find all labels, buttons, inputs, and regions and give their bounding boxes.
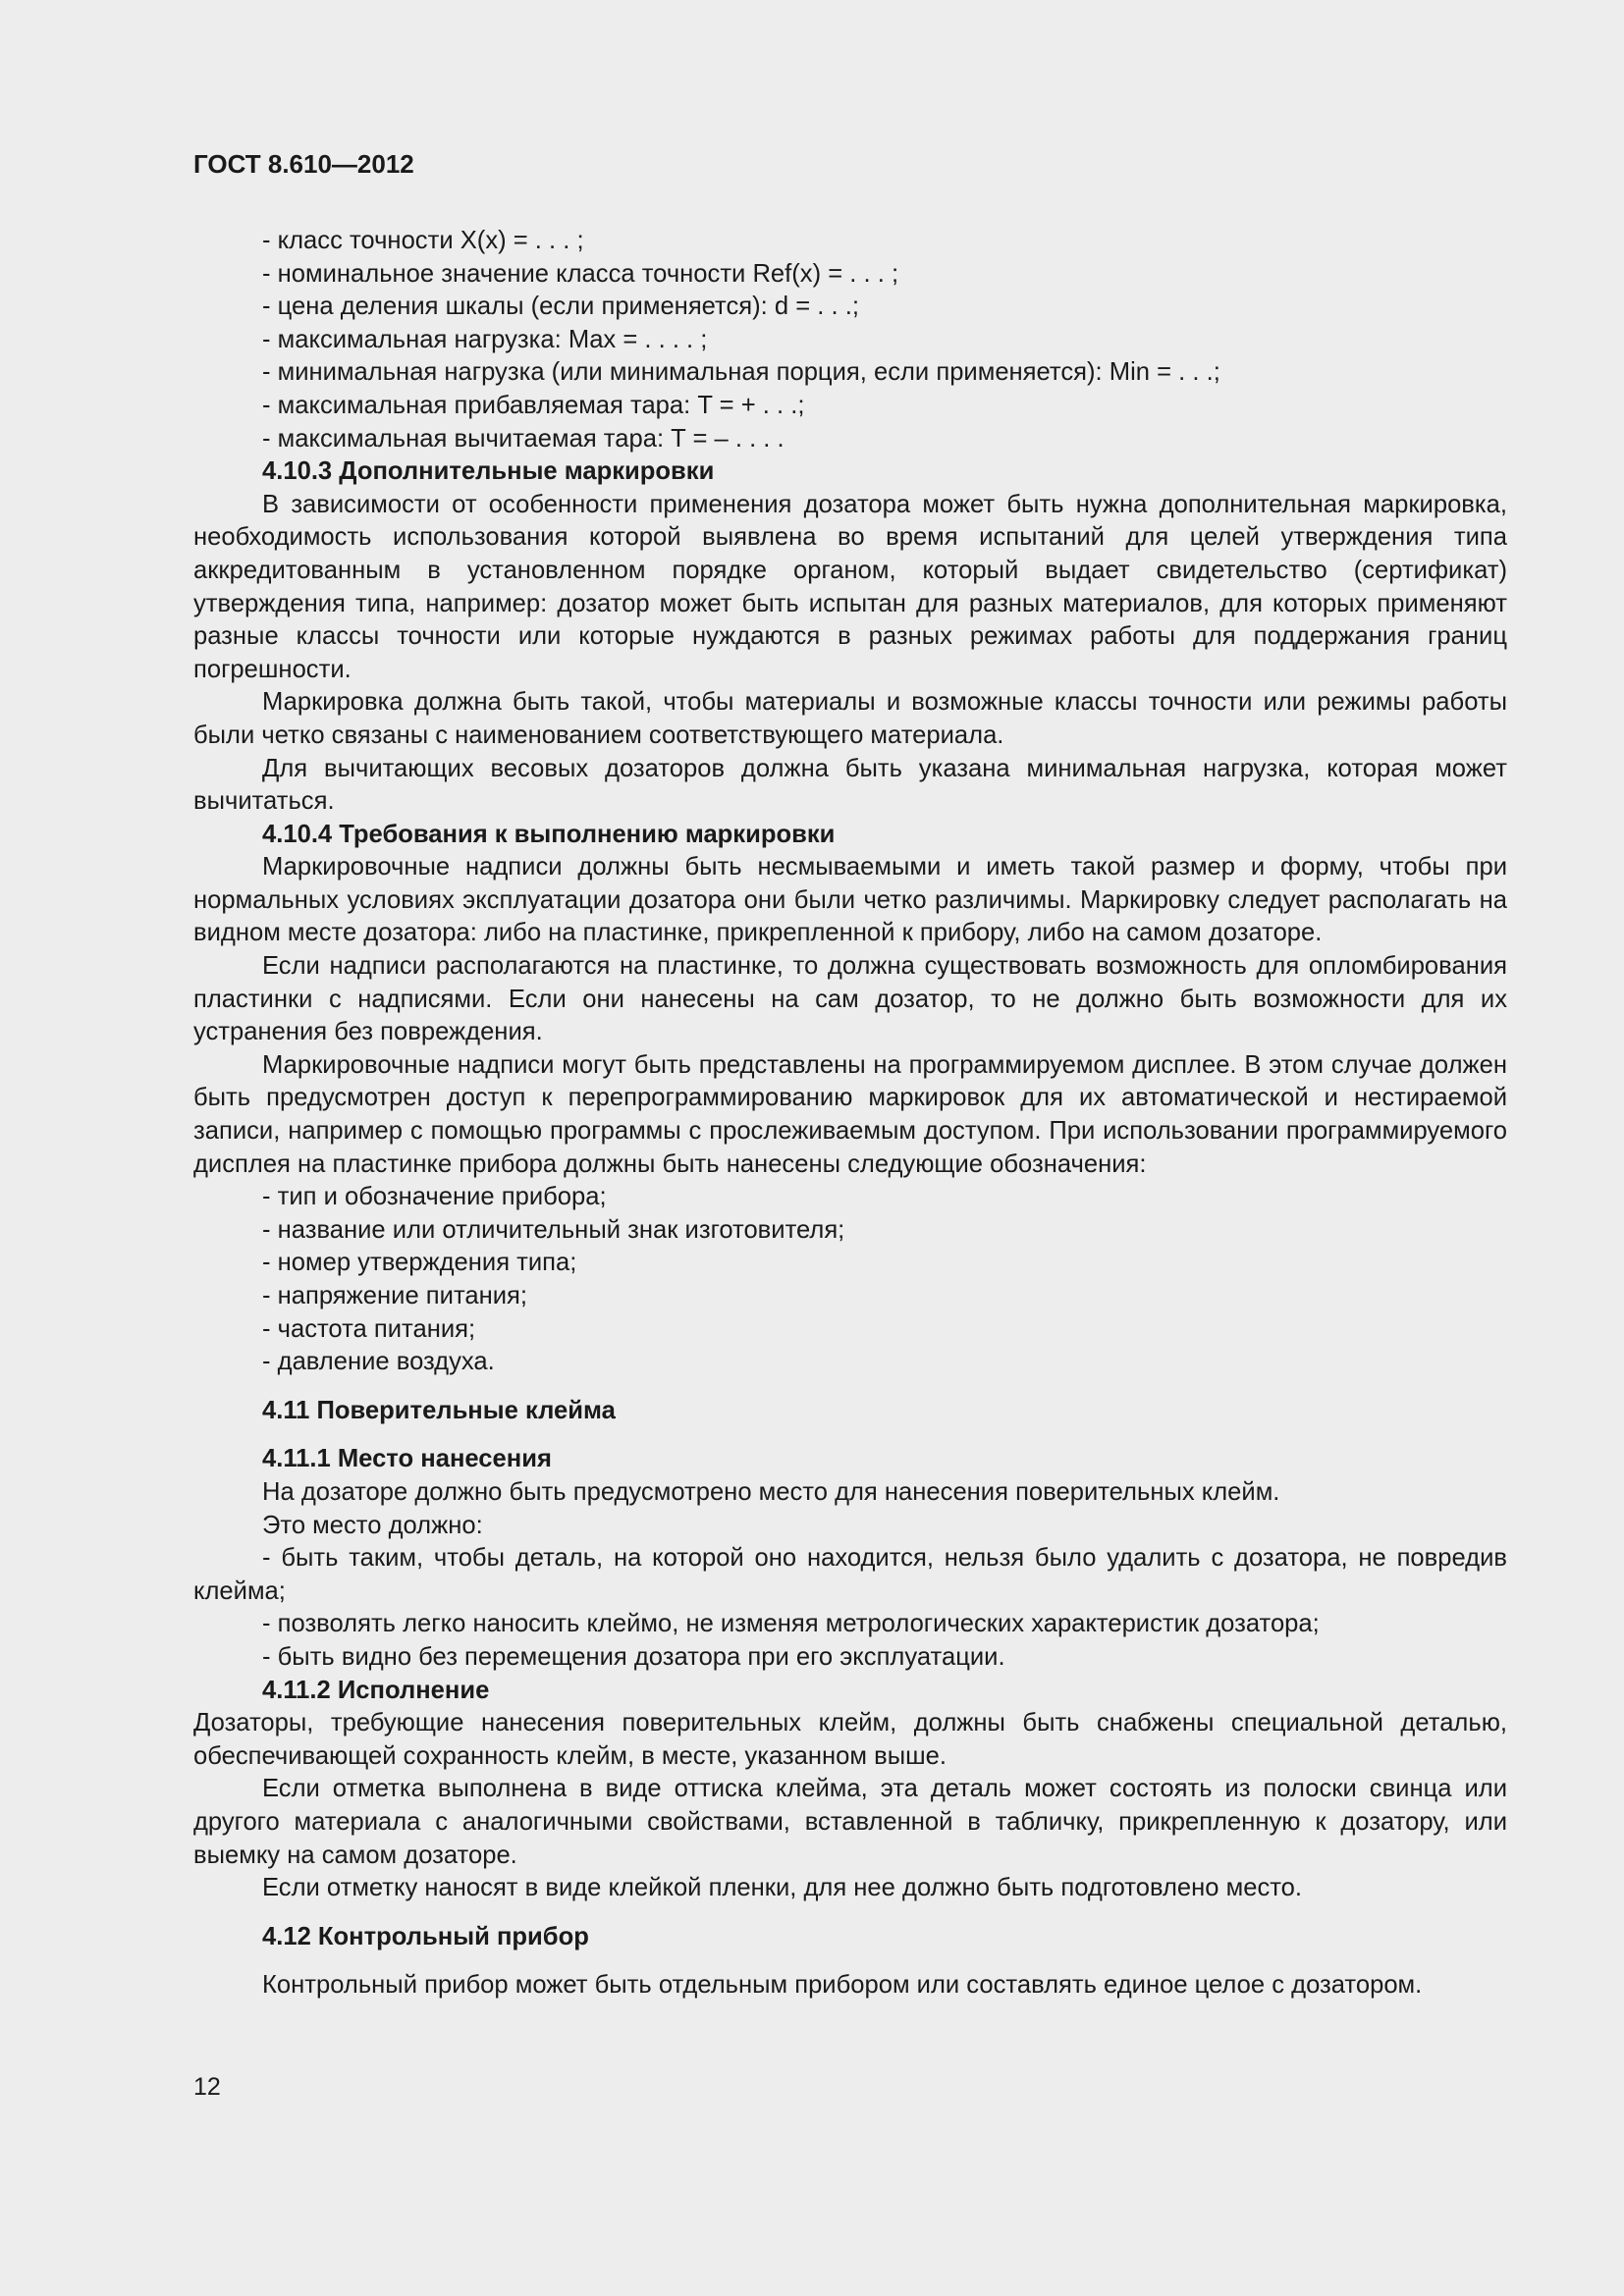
- bullet-subtractive-tare: - максимальная вычитаемая тара: T = – . . . .: [262, 424, 785, 453]
- bullet-min-load: - минимальная нагрузка (или минимальная порция, если применяется): Min = . . .;: [262, 358, 1220, 387]
- bullet-visible: - быть видно без перемещения дозатора при его эксплуатации.: [262, 1642, 1005, 1671]
- document-body: [193, 225, 1507, 2002]
- bullet-nominal-class: - номинальное значение класса точности Ref(x) = . . . ;: [262, 259, 899, 288]
- paragraph: Маркировочные надписи должны быть несмываемыми и иметь такой размер и форму, чтобы при нормальных условиях эксплуатации дозатора они были четко различимы. Маркировку следует располагать на видном месте дозатора: либо на пластинке, прикрепленной к прибору, либо на самом дозаторе.: [193, 853, 1507, 947]
- paragraph: Дозаторы, требующие нанесения поверительных клейм, должны быть снабжены специальной деталью, обеспечивающей сохранность клейм, в месте, указанном выше.: [193, 1709, 1507, 1770]
- bullet-max-load: - максимальная нагрузка: Max = . . . . ;: [262, 325, 708, 353]
- paragraph: Это место должно:: [262, 1511, 483, 1539]
- heading-4-11-1: 4.11.1 Место нанесения: [262, 1445, 552, 1473]
- bullet-additive-tare: - максимальная прибавляемая тара: T = + . . .;: [262, 391, 805, 419]
- bullet-scale-division: - цена деления шкалы (если применяется): d = . . .;: [262, 293, 859, 321]
- bullet-air-pressure: - давление воздуха.: [262, 1348, 495, 1376]
- paragraph: Для вычитающих весовых дозаторов должна быть указана минимальная нагрузка, которая может вычитаться.: [193, 754, 1507, 816]
- bullet-voltage: - напряжение питания;: [262, 1282, 528, 1309]
- paragraph: Маркировка должна быть такой, чтобы материалы и возможные классы точности или режимы работы были четко связаны с наименованием соответствующего материала.: [193, 688, 1507, 749]
- paragraph: Контрольный прибор может быть отдельным прибором или составлять единое целое с дозатором.: [262, 1971, 1423, 2000]
- bullet-frequency: - частота питания;: [262, 1314, 476, 1343]
- heading-4-11: 4.11 Поверительные клейма: [262, 1396, 616, 1424]
- heading-4-11-2: 4.11.2 Исполнение: [262, 1676, 490, 1704]
- paragraph: В зависимости от особенности применения дозатора может быть нужна дополнительная маркировка, необходимость использования которой выявлена во время испытаний для целей утверждения типа аккредитованным в установленном порядке органом, который выдает свидетельство (сертификат) утверждения типа, например: дозатор может быть испытан для разных материалов, для которых применяют разные классы точности или которые нуждаются в разных режимах работы для поддержания границ погрешности.: [193, 490, 1507, 683]
- heading-4-12: 4.12 Контрольный прибор: [262, 1922, 589, 1950]
- bullet-approval-number: - номер утверждения типа;: [262, 1249, 577, 1277]
- bullet-not-removable: - быть таким, чтобы деталь, на которой оно находится, нельзя было удалить с дозатора, не повредив клейма;: [193, 1544, 1507, 1605]
- document-code-header: ГОСТ 8.610—2012: [193, 149, 414, 179]
- page-number: 12: [193, 2073, 221, 2101]
- heading-4-10-4: 4.10.4 Требования к выполнению маркировки: [262, 820, 836, 848]
- heading-4-10-3: 4.10.3 Дополнительные маркировки: [262, 457, 715, 486]
- paragraph: Если отметка выполнена в виде оттиска клейма, эта деталь может состоять из полоски свинца или другого материала с аналогичными свойствами, вставленной в табличку, прикрепленную к дозатору, или выемку на самом дозаторе.: [193, 1775, 1507, 1869]
- bullet-type: - тип и обозначение прибора;: [262, 1183, 607, 1211]
- bullet-manufacturer: - название или отличительный знак изготовителя;: [262, 1215, 845, 1244]
- bullet-easy-apply: - позволять легко наносить клеймо, не изменяя метрологических характеристик дозатора;: [262, 1610, 1320, 1638]
- paragraph: Если отметку наносят в виде клейкой пленки, для нее должно быть подготовлено место.: [262, 1874, 1303, 1902]
- paragraph: Маркировочные надписи могут быть представлены на программируемом дисплее. В этом случае должен быть предусмотрен доступ к перепрограммированию маркировок для их автоматической и нестираемой записи, например с помощью программы с прослеживаемым доступом. При использовании программируемого дисплея на пластинке прибора должны быть нанесены следующие обозначения:: [193, 1050, 1507, 1178]
- paragraph: На дозаторе должно быть предусмотрено место для нанесения поверительных клейм.: [262, 1477, 1280, 1506]
- paragraph: Если надписи располагаются на пластинке, то должна существовать возможность для опломбирования пластинки с надписями. Если они нанесены на сам дозатор, то не должно быть возможности для их устранения без повреждения.: [193, 952, 1507, 1046]
- bullet-accuracy-class: - класс точности X(x) = . . . ;: [262, 227, 584, 254]
